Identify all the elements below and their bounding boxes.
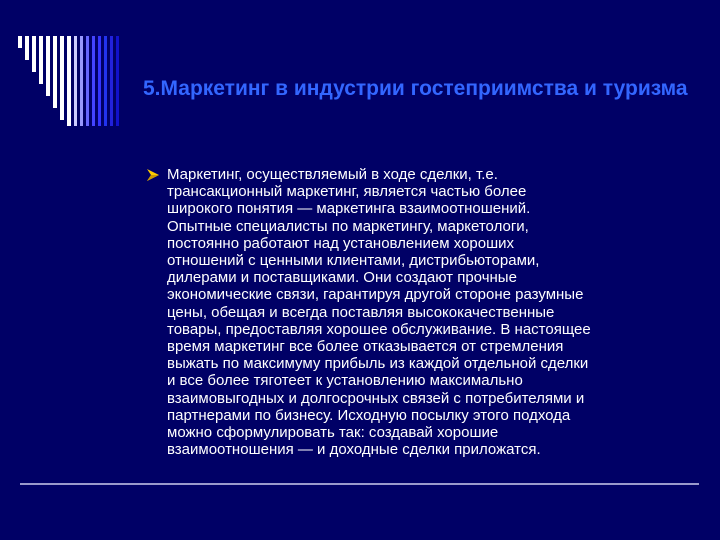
bottom-divider	[20, 483, 699, 485]
arrow-bullet-icon	[146, 168, 160, 182]
decorative-stripes	[0, 0, 130, 130]
slide-body-text: Маркетинг, осуществляемый в ходе сделки, т.е. трансакционный маркетинг, является частью более широкого понятия — маркетинга взаимоотношений. Опытные специалисты по маркетингу, маркетологи, постоянно работают над установлением хороших отношений с ценными клиентами, дистрибьюторами, дилерами и поставщиками. Они создают прочные экономические связи, гарантируя другой стороне разумные цены, обещая и всегда поставляя высококачественные товары, предоставляя хорошее обслуживание. В настоящее время маркетинг все более отказывается от стремления выжать по максимуму прибыль из каждой отдельной сделки и все более тяготеет к установлению максимально взаимовыгодных и долгосрочных связей с потребителями и партнерами по бизнесу. Исходную посылку этого подхода можно сформулировать так: создавай хорошие взаимоотношения — и доходные сделки приложатся.	[167, 166, 591, 459]
slide-title: 5.Маркетинг в индустрии гостеприимства и туризма	[143, 77, 688, 100]
